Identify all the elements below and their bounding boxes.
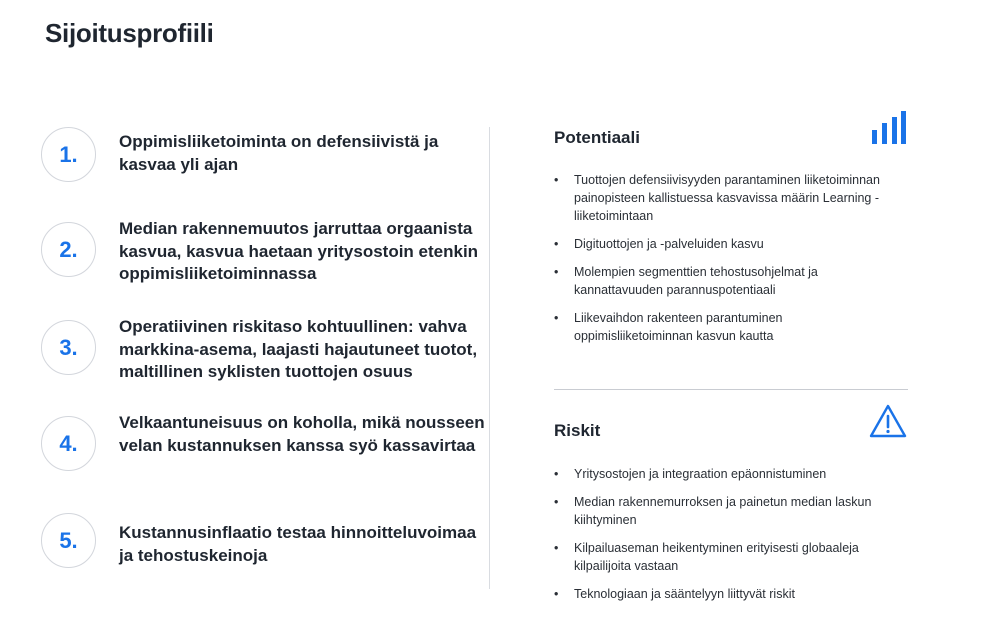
point-4: [41, 413, 491, 476]
point-number-circle: 5.: [41, 513, 96, 568]
risks-list: [554, 465, 904, 613]
point-2: [41, 219, 491, 283]
list-item: • Liikevaihdon rakenteen parantuminen oppimisliiketoiminnan kasvun kautta: [554, 309, 904, 345]
risks-title: Riskit: [554, 421, 601, 440]
list-item: • Median rakennemurroksen ja painetun median laskun kiihtyminen: [554, 493, 904, 529]
list-item: • Digituottojen ja -palveluiden kasvu: [554, 235, 904, 253]
point-1: [41, 127, 491, 187]
page-title: Sijoitusprofiili: [45, 18, 214, 48]
point-3: [41, 317, 491, 381]
point-text: Oppimisliiketoiminta on defensiivistä ja kasvaa yli ajan: [119, 132, 439, 174]
point-text: Median rakennemuutos jarruttaa orgaanista kasvua, kasvua haetaan yritysostoin etenkin oppimisliiketoiminnassa: [119, 219, 479, 283]
point-number-circle: 1.: [41, 127, 96, 182]
list-item: • Yritysostojen ja integraation epäonnistuminen: [554, 465, 904, 483]
point-number-circle: 2.: [41, 222, 96, 277]
potential-title: Potentiaali: [554, 128, 640, 147]
list-item: • Molempien segmenttien tehostusohjelmat ja kannattavuuden parannuspotentiaali: [554, 263, 904, 299]
bar-chart-icon: [871, 110, 907, 151]
point-5: [41, 513, 491, 573]
point-number-circle: 4.: [41, 416, 96, 471]
point-text: Operatiivinen riskitaso kohtuullinen: vahva markkina-asema, laajasti hajautuneet tuotot, maltillinen syklisten tuottojen osuus: [119, 317, 478, 381]
warning-icon: [869, 404, 907, 443]
potential-list: [554, 171, 904, 355]
vertical-divider: [489, 127, 490, 589]
list-item: • Tuottojen defensiivisyyden parantaminen liiketoiminnan painopisteen kallistuessa kasvavissa määrin Learning -liiketoimintaan: [554, 171, 904, 225]
point-text: Velkaantuneisuus on koholla, mikä nousseen velan kustannuksen kanssa syö kassavirtaa: [119, 413, 485, 455]
list-item: • Teknologiaan ja sääntelyyn liittyvät riskit: [554, 585, 904, 603]
point-number-circle: 3.: [41, 320, 96, 375]
list-item: • Kilpailuaseman heikentyminen erityisesti globaaleja kilpailijoita vastaan: [554, 539, 904, 575]
point-text: Kustannusinflaatio testaa hinnoitteluvoimaa ja tehostuskeinoja: [119, 523, 477, 565]
horizontal-divider: [554, 389, 908, 390]
